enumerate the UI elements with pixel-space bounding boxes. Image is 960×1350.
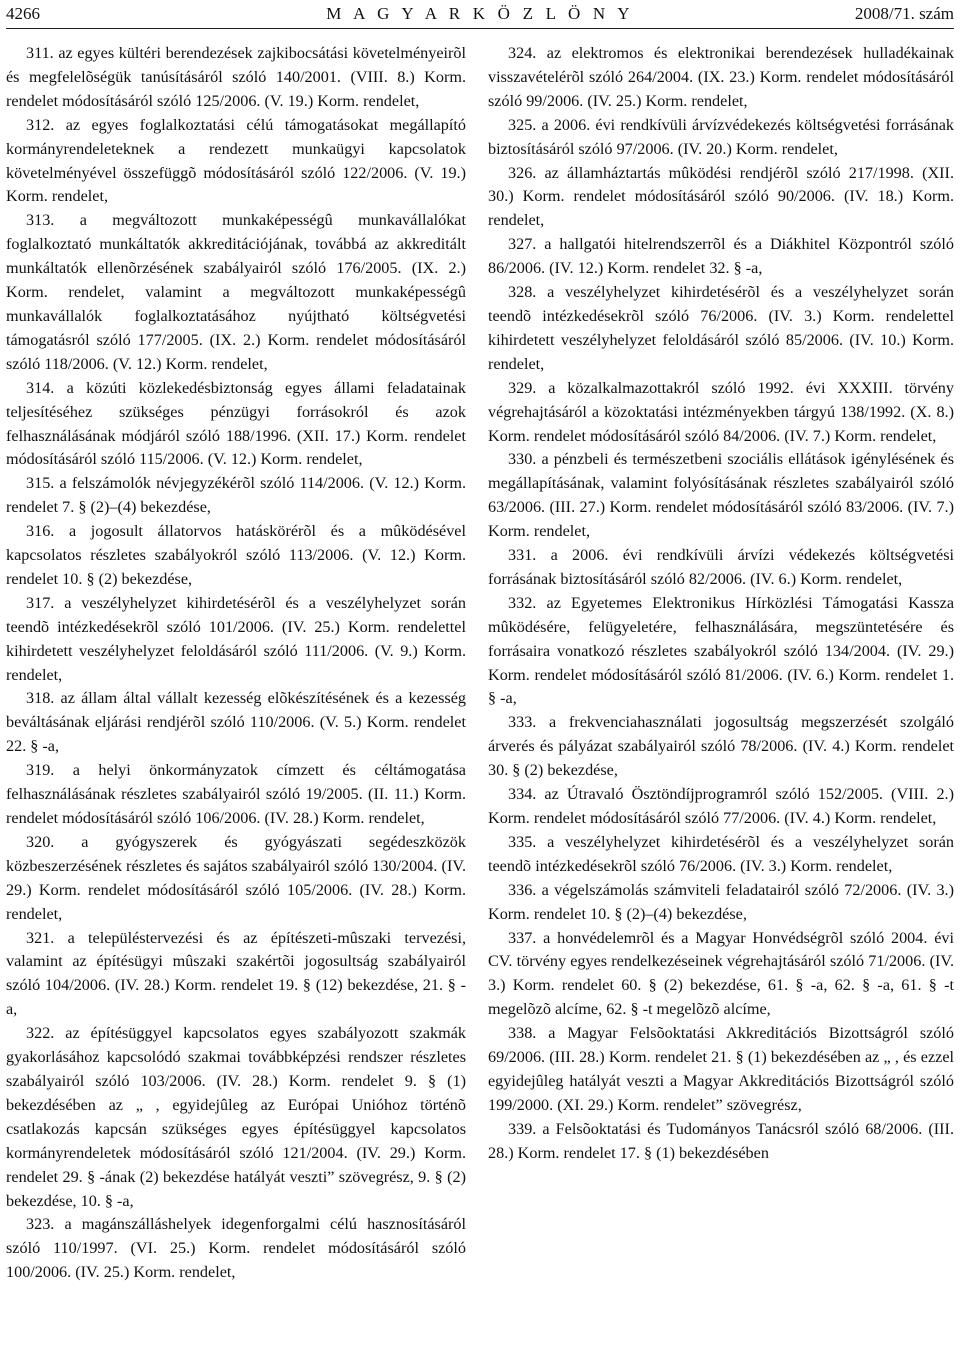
list-item: 311. az egyes kültéri berendezések zajkibocsátási követelményeirõl és megfelelõségük tanúsításáról szóló 140/2001. (VIII. 8.) Korm. rendelet módosításáról szóló 125/2006. (V. 19.) Korm. rendelet, bbox=[6, 44, 466, 110]
list-item: 312. az egyes foglalkoztatási célú támogatásokat megállapító kormányrendeleteknek a rendezett munkaügyi kapcsolatok követelményével összefüggõ módosításáról szóló 122/2006. (V. 19.) Korm. rendelet, bbox=[6, 115, 466, 206]
list-item: 313. a megváltozott munkaképességû munkavállalókat foglalkoztató munkáltatók akkreditációjának, továbbá az akkreditált munkáltatók ellenõrzésének szabályairól szóló 176/2005. (IX. 2.) Korm. rendelet, valamint a megváltozott munkaképességû munkavállalók foglalkoztatásához nyújtható költségvetési támogatásról szóló 177/2005. (IX. 2.) Korm. rendelet módosításáról szóló 118/2006. (V. 12.) Korm. rendelet, bbox=[6, 211, 466, 373]
list-item: 326. az államháztartás mûködési rendjérõl szóló 217/1998. (XII. 30.) Korm. rendelet módosításáról szóló 90/2006. (IV. 18.) Korm. rendelet, bbox=[488, 163, 954, 230]
list-item: 336. a végelszámolás számviteli feladatairól szóló 72/2006. (IV. 3.) Korm. rendelet 10. § (2)–(4) bekezdése, bbox=[488, 880, 954, 923]
list-item: 334. az Útravaló Ösztöndíjprogramról szóló 152/2005. (VIII. 2.) Korm. rendelet módosításáról szóló 77/2006. (IV. 4.) Korm. rendelet, bbox=[488, 785, 954, 827]
right-column bbox=[488, 42, 954, 1166]
list-item: 337. a honvédelemrõl és a Magyar Honvédségrõl szóló 2004. évi CV. törvény egyes rendelkezéseinek végrehajtásáról szóló 71/2006. (IV. 3.) Korm. rendelet 60. § (2) bekezdése, 61. § -a, 62. § -a, 61. § -t megelõzõ alcíme, 62. § -t megelõzõ alcíme, bbox=[488, 928, 954, 1019]
list-item: 330. a pénzbeli és természetbeni szociális ellátások igénylésének és megállapításának, valamint folyósításának részletes szabályairól szóló 63/2006. (III. 27.) Korm. rendelet módosításáról szóló 83/2006. (IV. 7.) Korm. rendelet, bbox=[488, 450, 954, 541]
list-item: 338. a Magyar Felsõoktatási Akkreditációs Bizottságról szóló 69/2006. (III. 28.) Korm. rendelet 21. § (1) bekezdésében az „ , és ezzel egyidejûleg hatályát veszti a Magyar Akkreditációs Bizottságról szóló 199/2000. (XI. 29.) Korm. rendelet” szövegrész, bbox=[488, 1024, 954, 1114]
list-item: 329. a közalkalmazottakról szóló 1992. évi XXXIII. törvény végrehajtásáról a közoktatási intézményekben tárgyú 138/1992. (X. 8.) Korm. rendelet módosításáról szóló 84/2006. (IV. 7.) Korm. rendelet, bbox=[488, 378, 954, 445]
list-item: 318. az állam által vállalt kezesség elõkészítésének és a kezesség beváltásának eljárási rendjérõl szóló 110/2006. (V. 5.) Korm. rendelet 22. § -a, bbox=[6, 689, 466, 756]
list-item: 325. a 2006. évi rendkívüli árvízvédekezés költségvetési forrásának biztosításáról szóló 97/2006. (IV. 20.) Korm. rendelet, bbox=[488, 115, 954, 158]
list-item: 328. a veszélyhelyzet kihirdetésérõl és a veszélyhelyzet során teendõ intézkedésekrõl szóló 76/2006. (IV. 3.) Korm. rendelettel kihirdetett veszélyhelyzet feloldásáról szóló 85/2006. (IV. 10.) Korm. rendelet, bbox=[488, 283, 954, 373]
page-number: 4266 bbox=[6, 4, 40, 23]
header-rule bbox=[6, 28, 954, 29]
list-item: 315. a felszámolók névjegyzékérõl szóló 114/2006. (V. 12.) Korm. rendelet 7. § (2)–(4) bekezdése, bbox=[6, 474, 466, 517]
list-item: 319. a helyi önkormányzatok címzett és céltámogatása felhasználásának részletes szabályairól szóló 19/2005. (II. 11.) Korm. rendelet módosításáról szóló 106/2006. (IV. 28.) Korm. rendelet, bbox=[6, 761, 466, 827]
list-item: 314. a közúti közlekedésbiztonság egyes állami feladatainak teljesítéséhez szükséges pénzügyi forrásokról és azok felhasználásának módjáról szóló 188/1996. (XII. 17.) Korm. rendelet módosításáról szóló 115/2006. (V. 12.) Korm. rendelet, bbox=[6, 378, 466, 469]
page-header bbox=[6, 0, 954, 30]
list-item: 320. a gyógyszerek és gyógyászati segédeszközök közbeszerzésének részletes és sajátos szabályairól szóló 130/2004. (IV. 29.) Korm. rendelet módosításáról szóló 105/2006. (IV. 28.) Korm. rendelet, bbox=[6, 832, 466, 923]
list-item: 333. a frekvenciahasználati jogosultság megszerzését szolgáló árverés és pályázat szabályairól szóló 78/2006. (IV. 4.) Korm. rendelet 30. § (2) bekezdése, bbox=[488, 713, 954, 780]
left-column bbox=[6, 42, 466, 1285]
issue-number: 2008/71. szám bbox=[854, 4, 954, 23]
list-item: 339. a Felsõoktatási és Tudományos Tanácsról szóló 68/2006. (III. 28.) Korm. rendelet 17. § (1) bekezdésében bbox=[488, 1119, 954, 1162]
list-item: 335. a veszélyhelyzet kihirdetésérõl és a veszélyhelyzet során teendõ intézkedésekrõl szóló 76/2006. (IV. 3.) Korm. rendelet, bbox=[488, 832, 954, 875]
list-item: 317. a veszélyhelyzet kihirdetésérõl és a veszélyhelyzet során teendõ intézkedésekrõl szóló 101/2006. (IV. 25.) Korm. rendelettel kihirdetett veszélyhelyzet feloldásáról szóló 111/2006. (V. 9.) Korm. rendelet, bbox=[6, 593, 466, 684]
list-item: 331. a 2006. évi rendkívüli árvízi védekezés költségvetési forrásának biztosításáról szóló 82/2006. (IV. 6.) Korm. rendelet, bbox=[488, 546, 954, 588]
journal-title: M A G Y A R K Ö Z L Ö N Y bbox=[326, 4, 634, 23]
list-item: 316. a jogosult állatorvos hatáskörérõl és a mûködésével kapcsolatos részletes szabályokról szóló 113/2006. (V. 12.) Korm. rendelet 10. § (2) bekezdése, bbox=[6, 522, 466, 588]
list-item: 323. a magánszálláshelyek idegenforgalmi célú hasznosításáról szóló 110/1997. (VI. 25.) Korm. rendelet módosításáról szóló 100/2006. (IV. 25.) Korm. rendelet, bbox=[6, 1215, 466, 1282]
list-item: 321. a településtervezési és az építészeti-mûszaki tervezési, valamint az építésügyi mûszaki szakértõi jogosultság szabályairól szóló 104/2006. (IV. 28.) Korm. rendelet 19. § (12) bekezdése, 21. § -a, bbox=[6, 928, 466, 1019]
list-item: 324. az elektromos és elektronikai berendezések hulladékainak visszavételérõl szóló 264/2004. (IX. 23.) Korm. rendelet módosításáról szóló 99/2006. (IV. 25.) Korm. rendelet, bbox=[488, 44, 954, 110]
list-item: 322. az építésüggyel kapcsolatos egyes szabályozott szakmák gyakorlásához kapcsolódó szakmai továbbképzési rendszer részletes szabályairól szóló 103/2006. (IV. 28.) Korm. rendelet 9. § (1) bekezdésében az „ , egyidejûleg az Európai Unióhoz történõ csatlakozás kapcsán szükséges egyes építésüggyel kapcsolatos kormányrendeletek módosításáról szóló 121/2004. (IV. 29.) Korm. rendelet 29. § -ának (2) bekezdése hatályát veszti” szövegrész, 9. § (2) bekezdése, 10. § -a, bbox=[6, 1024, 466, 1210]
list-item: 327. a hallgatói hitelrendszerrõl és a Diákhitel Központról szóló 86/2006. (IV. 12.) Korm. rendelet 32. § -a, bbox=[488, 235, 954, 278]
list-item: 332. az Egyetemes Elektronikus Hírközlési Támogatási Kassza mûködésére, felügyeletére, felhasználására, megszüntetésére és forrásaira vonatkozó részletes szabályokról szóló 134/2004. (IV. 29.) Korm. rendelet módosításáról szóló 81/2006. (IV. 6.) Korm. rendelet 1. § -a, bbox=[488, 593, 954, 708]
